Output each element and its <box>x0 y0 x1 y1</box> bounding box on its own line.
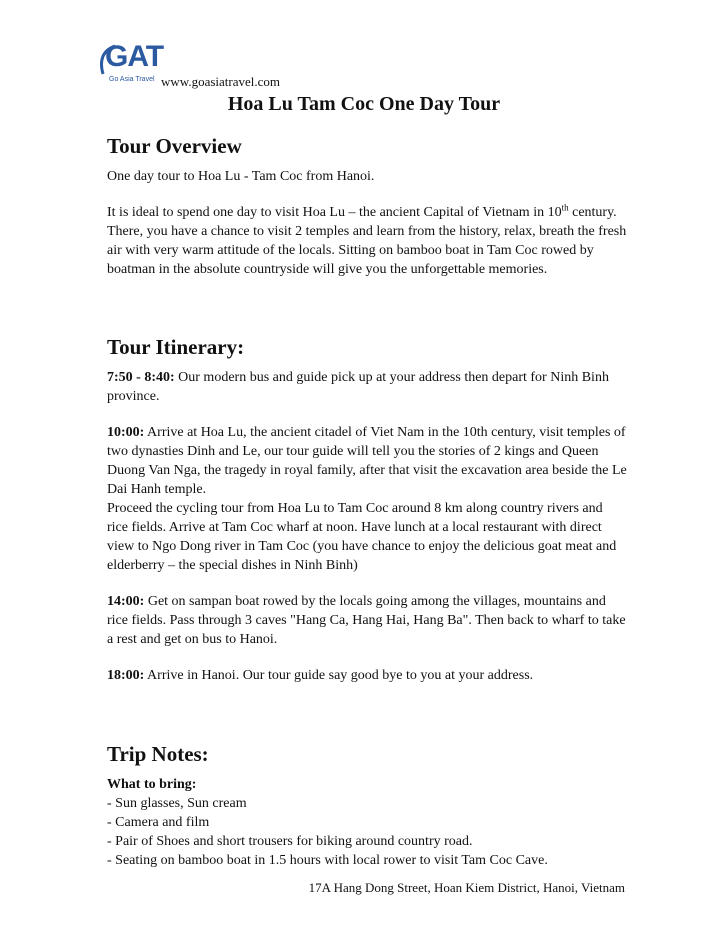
website-url: www.goasiatravel.com <box>161 74 281 89</box>
company-logo <box>97 40 167 92</box>
itinerary-item <box>107 368 627 406</box>
list-item: - Pair of Shoes and short trousers for biking around country road. <box>107 834 473 849</box>
itinerary-item-extra: Proceed the cycling tour from Hoa Lu to Tam Coc around 8 km along country rivers and rice fields. Arrive at Tam Coc wharf at noon. Have lunch at a local restaurant with direct view to Ngo Dong river in Tam Coc (you have chance to enjoy the delicious goat meat and elderberry – the special dishes in Ninh Binh) <box>107 501 617 573</box>
list-item: - Camera and film <box>107 815 210 830</box>
overview-text-end: century. There, you have a chance to visit 2 temples and learn from the history, relax, breath the fresh air with very warm attitude of the locals. Sitting on bamboo boat in Tam Coc rowed by boatman in the absolute countryside will give you the unforgettable memories. <box>107 205 627 277</box>
overview-paragraph <box>107 203 627 279</box>
itinerary-text: Our modern bus and guide pick up at your address then depart for Ninh Binh province. <box>107 370 609 404</box>
itinerary-text: Arrive at Hoa Lu, the ancient citadel of Viet Nam in the 10th century, visit temples of two dynasties Dinh and Le, our tour guide will tell you the stories of 2 kings and Queen Duong Van Nga, the tragedy in royal family, after that visit the excavation area beside the Le Dai Hanh temple. <box>107 425 627 497</box>
document-body <box>107 133 627 870</box>
notes-subheading-text: What to bring: <box>107 777 197 792</box>
notes-heading: Trip Notes: <box>107 742 209 766</box>
overview-text-start: It is ideal to spend one day to visit Hoa Lu – the ancient Capital of Vietnam in 10 <box>107 205 562 220</box>
bring-list <box>107 794 627 870</box>
overview-intro: One day tour to Hoa Lu - Tam Coc from Hanoi. <box>107 169 375 184</box>
document-title: Hoa Lu Tam Coc One Day Tour <box>227 93 501 115</box>
ordinal-suffix: th <box>561 202 569 213</box>
itinerary-text: Arrive in Hanoi. Our tour guide say good bye to you at your address. <box>144 668 534 683</box>
itinerary-time: 10:00: <box>107 425 145 440</box>
itinerary-time: 18:00: <box>107 668 145 683</box>
itinerary-text: Get on sampan boat rowed by the locals going among the villages, mountains and rice fields. Pass through 3 caves "Hang Ca, Hang Hai, Hang Ba". Then back to wharf to take a rest and get on bus to Hanoi. <box>107 594 626 647</box>
logo-subtext: Go Asia Travel <box>109 76 155 83</box>
itinerary-time: 7:50 - 8:40: <box>107 370 175 385</box>
itinerary-time: 14:00: <box>107 594 145 609</box>
logo-mark: GAT <box>105 40 164 73</box>
notes-subheading <box>107 775 627 794</box>
list-item: - Sun glasses, Sun cream <box>107 796 247 811</box>
overview-heading: Tour Overview <box>107 134 242 158</box>
list-item: - Seating on bamboo boat in 1.5 hours with local rower to visit Tam Coc Cave. <box>107 853 548 868</box>
itinerary-item <box>107 592 627 649</box>
itinerary-item <box>107 666 627 685</box>
itinerary-heading: Tour Itinerary: <box>107 335 245 359</box>
footer-address: 17A Hang Dong Street, Hoan Kiem District, Hanoi, Vietnam <box>308 880 625 895</box>
itinerary-item <box>107 423 627 499</box>
